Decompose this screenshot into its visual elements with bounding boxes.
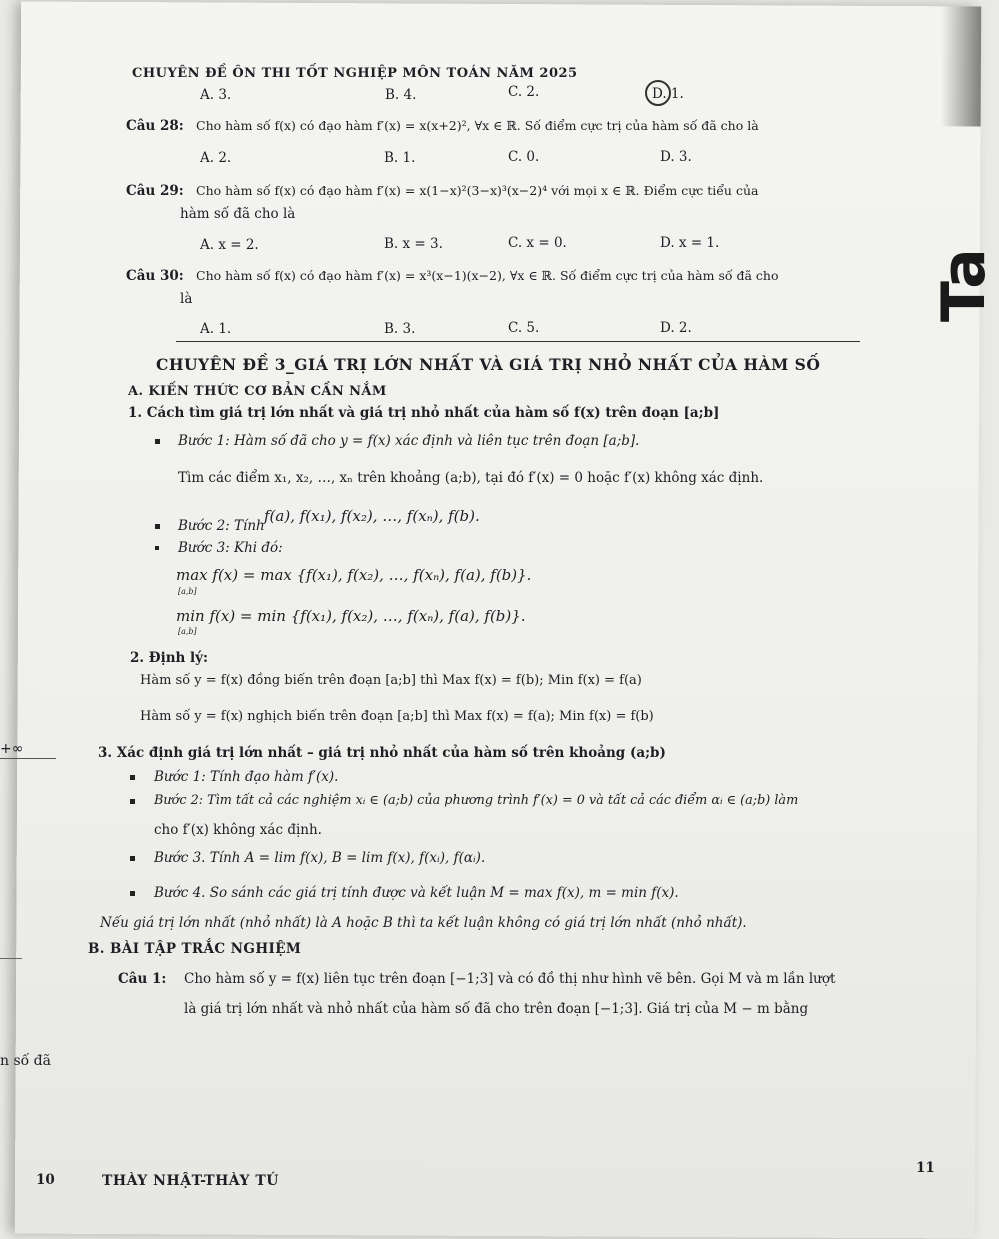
q28-option-d: D. 3. (660, 149, 692, 165)
q30-option-a: A. 1. (200, 321, 232, 337)
section-divider (176, 341, 860, 342)
margin-line (0, 758, 56, 759)
c1-text-cont: là giá trị lớn nhất và nhỏ nhất của hàm số đã cho trên đoạn [−1;3]. Giá trị của M − m bằng (184, 1001, 809, 1017)
step3-3: Bước 3. Tính A = lim f(x), B = lim f(x), f(xᵢ), f(αᵢ). (154, 850, 486, 866)
bullet (130, 799, 135, 804)
q28-option-b: B. 1. (384, 150, 416, 166)
theorem-2: Hàm số y = f(x) nghịch biến trên đoạn [a;b] thì Max f(x) = f(a); Min f(x) = f(b) (140, 709, 654, 724)
max-formula: max f(x) = max {f(x₁), f(x₂), …, f(xₙ), f(a), f(b)}. (176, 566, 532, 584)
q27-option-d: D. 1. (652, 86, 684, 102)
margin-line (0, 958, 22, 959)
footer-author: THÀY NHẬT-THÀY TÚ (102, 1173, 279, 1189)
step3-2-cont: cho f′(x) không xác định. (154, 822, 322, 838)
min-subscript: [a,b] (178, 627, 197, 636)
q30-text-cont: là (180, 291, 193, 307)
bullet (130, 775, 135, 780)
step3-4: Bước 4. So sánh các giá trị tính được và kết luận M = max f(x), m = min f(x). (154, 885, 679, 901)
c1-label: Câu 1: (118, 971, 167, 987)
q29-option-a: A. x = 2. (200, 237, 259, 253)
q30-option-c: C. 5. (508, 320, 540, 336)
step-2-label: Bước 2: Tính (178, 518, 265, 534)
bullet (155, 439, 160, 444)
q29-option-b: B. x = 3. (384, 236, 443, 252)
q28-option-c: C. 0. (508, 149, 540, 165)
q27-option-c: C. 2. (508, 84, 540, 100)
bullet (130, 856, 135, 861)
section-a-heading: A. KIẾN THỨC CƠ BẢN CẦN NẮM (128, 384, 387, 399)
q27-option-b: B. 4. (385, 87, 417, 103)
min-formula: min f(x) = min {f(x₁), f(x₂), …, f(xₙ), f(a), f(b)}. (176, 607, 526, 625)
footer-page-right: 11 (916, 1160, 935, 1176)
side-logo: Ta (929, 248, 999, 322)
header-title: CHUYÊN ĐỀ ÔN THI TỐT NGHIỆP MÔN TOÁN NĂM 2025 (132, 66, 578, 81)
left-margin-plus-infinity: +∞ (0, 741, 24, 757)
c1-text: Cho hàm số y = f(x) liên tục trên đoạn [−1;3] và có đồ thị như hình vẽ bên. Gọi M và m lần lượt (184, 971, 836, 987)
section-b-heading: B. BÀI TẬP TRẮC NGHIỆM (88, 941, 302, 957)
q30-option-b: B. 3. (384, 321, 416, 337)
conclusion-note: Nếu giá trị lớn nhất (nhỏ nhất) là A hoặc B thì ta kết luận không có giá trị lớn nhất (nhỏ nhất). (100, 915, 747, 931)
q29-label: Câu 29: (126, 183, 184, 199)
q28-label: Câu 28: (126, 118, 184, 134)
q30-label: Câu 30: (126, 268, 184, 284)
step-1: Bước 1: Hàm số đã cho y = f(x) xác định và liên tục trên đoạn [a;b]. (178, 433, 640, 449)
bullet (155, 546, 159, 550)
max-subscript: [a,b] (178, 587, 197, 596)
step3-1: Bước 1: Tính đạo hàm f′(x). (154, 769, 339, 785)
topic-title: CHUYÊN ĐỀ 3_GIÁ TRỊ LỚN NHẤT VÀ GIÁ TRỊ NHỎ NHẤT CỦA HÀM SỐ (156, 355, 821, 374)
theorem-1: Hàm số y = f(x) đồng biến trên đoạn [a;b] thì Max f(x) = f(b); Min f(x) = f(a) (140, 673, 642, 688)
bullet (130, 891, 135, 896)
q28-option-a: A. 2. (200, 150, 232, 166)
q30-option-d: D. 2. (660, 320, 692, 336)
step3-2: Bước 2: Tìm tất cả các nghiệm xᵢ ∈ (a;b) của phương trình f′(x) = 0 và tất cả các điểm αᵢ ∈ (a;b) làm (154, 793, 799, 808)
q29-option-d: D. x = 1. (660, 235, 720, 251)
q29-text: Cho hàm số f(x) có đạo hàm f′(x) = x(1−x)²(3−x)³(x−2)⁴ với mọi x ∈ ℝ. Điểm cực tiểu của (196, 183, 759, 198)
page-edge-shadow (941, 6, 982, 126)
footer-page-left: 10 (36, 1172, 55, 1188)
item-1-heading: 1. Cách tìm giá trị lớn nhất và giá trị nhỏ nhất của hàm số f(x) trên đoạn [a;b] (128, 405, 720, 421)
bullet (155, 524, 160, 529)
q29-option-c: C. x = 0. (508, 235, 567, 251)
step-3: Bước 3: Khi đó: (178, 540, 283, 556)
item-3-heading: 3. Xác định giá trị lớn nhất – giá trị nhỏ nhất của hàm số trên khoảng (a;b) (98, 745, 666, 761)
q30-text: Cho hàm số f(x) có đạo hàm f′(x) = x³(x−1)(x−2), ∀x ∈ ℝ. Số điểm cực trị của hàm số đã cho (196, 268, 779, 283)
step-1-detail: Tìm các điểm x₁, x₂, …, xₙ trên khoảng (a;b), tại đó f′(x) = 0 hoặc f′(x) không xác định. (178, 470, 764, 486)
left-margin-fragment: n số đã (0, 1053, 51, 1069)
step-2-expression: f(a), f(x₁), f(x₂), …, f(xₙ), f(b). (264, 507, 480, 525)
q28-text: Cho hàm số f(x) có đạo hàm f′(x) = x(x+2)², ∀x ∈ ℝ. Số điểm cực trị của hàm số đã cho là (196, 118, 759, 133)
q27-option-a: A. 3. (200, 87, 232, 103)
q29-text-cont: hàm số đã cho là (180, 206, 296, 222)
item-2-heading: 2. Định lý: (130, 650, 209, 666)
